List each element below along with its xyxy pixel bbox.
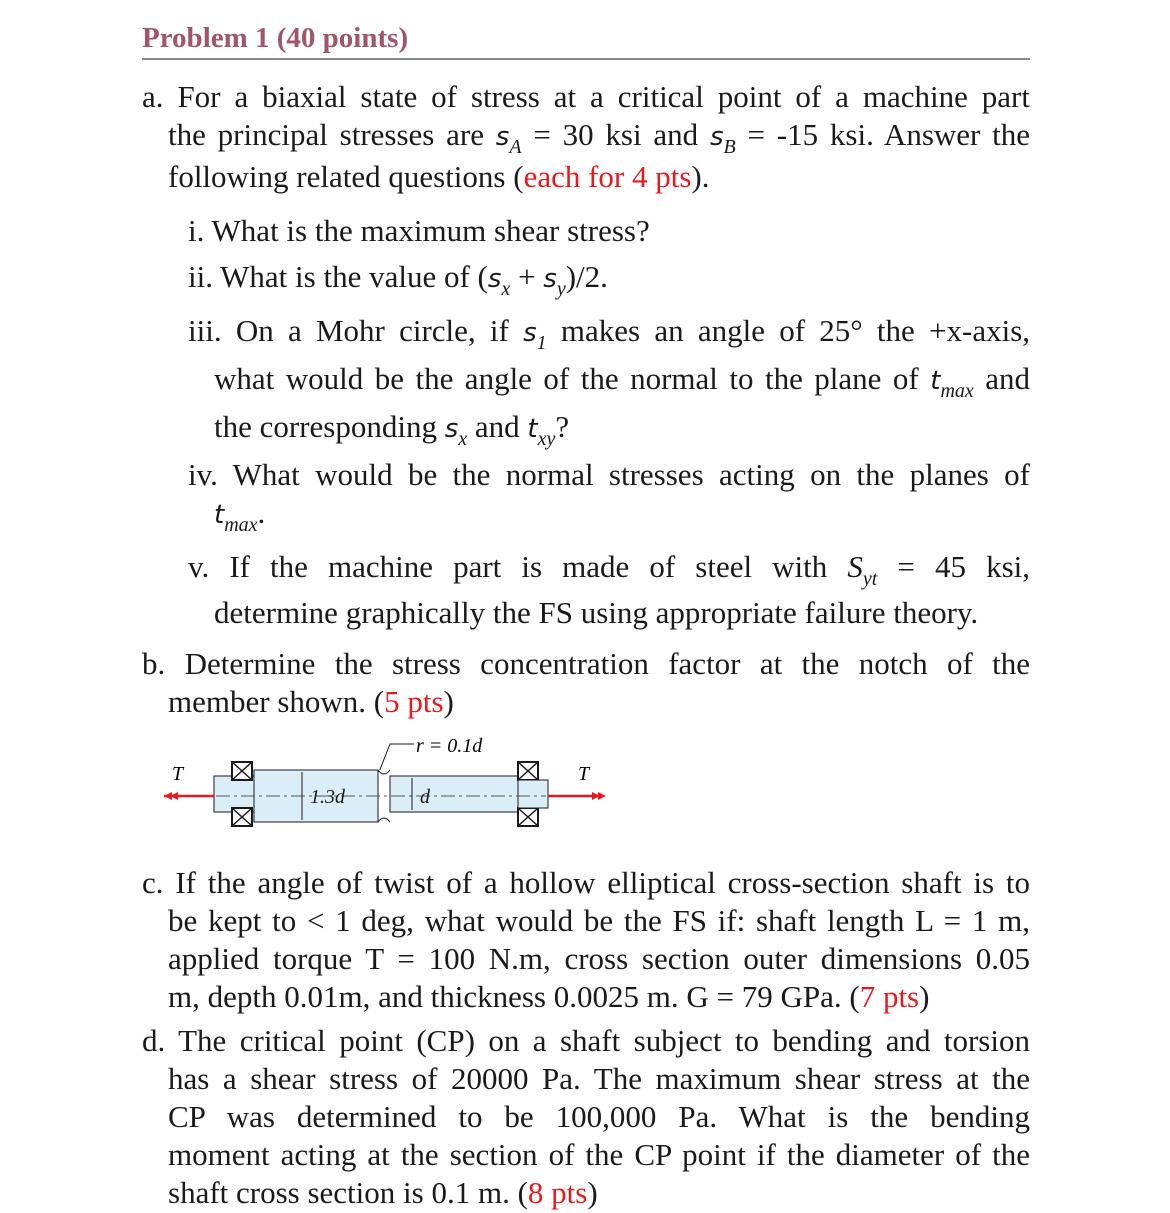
question-iii <box>188 312 1030 450</box>
part-c-line1: c. If the angle of twist of a hollow elliptical cross-section shaft is to <box>142 865 1030 900</box>
part-d-line3: CP was determined to be 100,000 Pa. What is the bending <box>168 1099 1030 1134</box>
radius-label: r = 0.1d <box>416 735 483 757</box>
shaft-small-section <box>390 776 518 812</box>
dim-small-label: d <box>420 786 430 808</box>
notched-shaft-figure <box>150 728 620 856</box>
problem-title: Problem 1 (40 points) <box>142 22 409 54</box>
question-i: i. What is the maximum shear stress? <box>188 213 650 248</box>
radius-leader <box>379 744 414 772</box>
part-b-line2: member shown. (5 pts) <box>168 684 454 719</box>
question-iii-line3: the corresponding $s_x$ and $t_{xy}$? <box>214 409 570 450</box>
question-ii: ii. What is the value of $(s_x + s_y)/2$. <box>188 259 608 300</box>
torque-label-left: T <box>172 763 184 785</box>
part-d-line5: shaft cross section is 0.1 m. (8 pts) <box>168 1175 598 1210</box>
notch-top <box>378 770 390 774</box>
question-iii-line1: iii. On a Mohr circle, if $s_1$ makes an angle of 25° the +x-axis, <box>188 313 1031 354</box>
shaft-right-stub <box>518 780 548 808</box>
dim-large-label: 1.3d <box>310 786 345 808</box>
question-iv-line2: $t_{max}$. <box>214 495 266 536</box>
part-a-line2: the principal stresses are $s_A = 30$ ksi and $s_B = -15$ ksi. Answer the <box>168 117 1031 158</box>
question-iv <box>188 456 1030 536</box>
part-a-line1: a. For a biaxial state of stress at a critical point of a machine part <box>142 79 1030 114</box>
part-d <box>142 1022 1030 1212</box>
question-iii-line2: what would be the angle of the normal to the plane of $t_{max}$ and <box>214 361 1031 402</box>
notch-bottom <box>378 818 390 822</box>
part-c-line2: be kept to < 1 deg, what would be the FS if: shaft length L = 1 m, <box>168 903 1030 938</box>
part-a-line3: following related questions (each for 4 pts). <box>168 159 710 194</box>
part-d-line2: has a shear stress of 20000 Pa. The maximum shear stress at the <box>168 1061 1030 1096</box>
part-c-line4: m, depth 0.01m, and thickness 0.0025 m. G = 79 GPa. (7 pts) <box>168 979 930 1014</box>
part-c <box>142 864 1030 1016</box>
part-d-line1: d. The critical point (CP) on a shaft subject to bending and torsion <box>142 1023 1030 1058</box>
title-underline <box>142 58 1030 60</box>
question-iv-line1: iv. What would be the normal stresses acting on the planes of <box>188 457 1030 492</box>
question-v-line1: v. If the machine part is made of steel with $S_{yt} = 45$ ksi, <box>188 549 1031 590</box>
part-b-line1: b. Determine the stress concentration factor at the notch of the <box>142 646 1030 681</box>
part-b <box>142 645 1030 721</box>
question-v <box>188 548 1030 632</box>
torque-label-right: T <box>578 763 590 785</box>
shaft-left-stub <box>214 776 254 812</box>
part-c-line3: applied torque T = 100 N.m, cross section outer dimensions 0.05 <box>168 941 1030 976</box>
part-d-line4: moment acting at the section of the CP point if the diameter of the <box>168 1137 1030 1172</box>
question-v-line2: determine graphically the FS using appropriate failure theory. <box>214 595 979 630</box>
part-a <box>142 78 1030 196</box>
